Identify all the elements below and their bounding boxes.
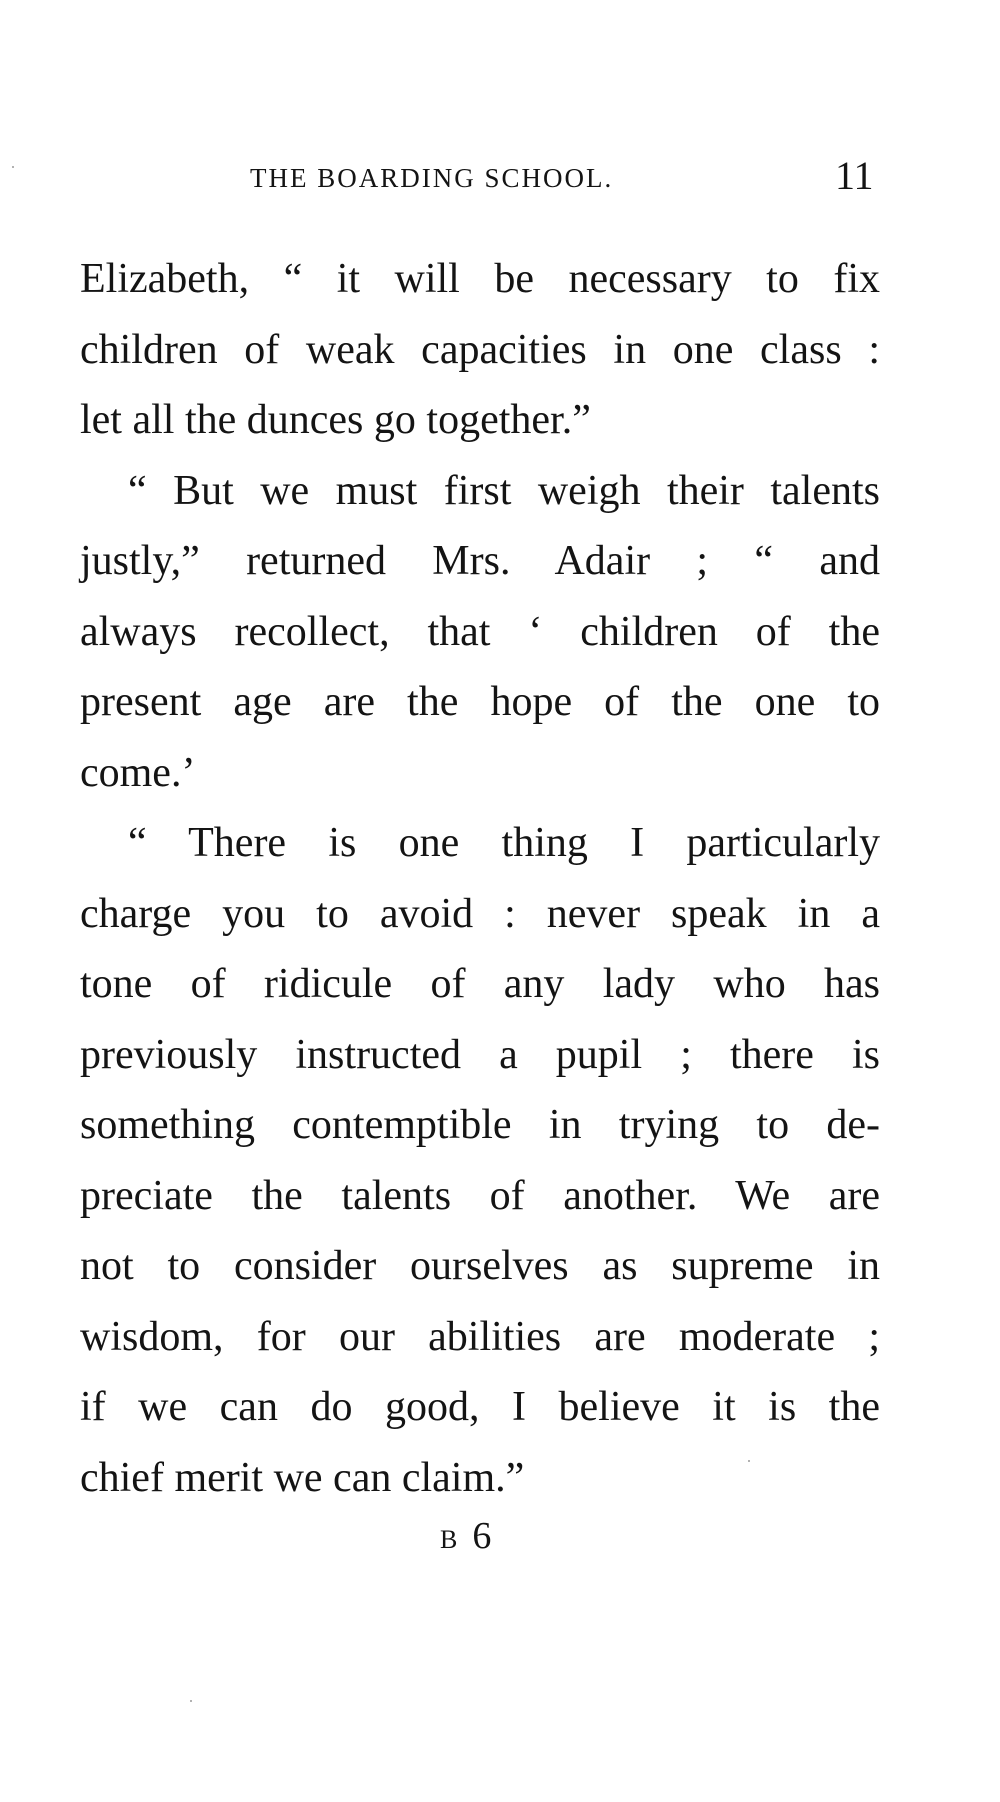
body-text — [80, 244, 880, 1513]
text-line: charge you to avoid : never speak in a — [80, 890, 880, 937]
paper-speck — [12, 166, 14, 168]
text-line: let all the dunces go together.” — [80, 397, 591, 443]
text-line: always recollect, that ‘ children of the — [80, 608, 880, 655]
text-line: tone of ridicule of any lady who has — [80, 961, 880, 1007]
text-line: Elizabeth, “ it will be necessary to fix — [80, 256, 880, 302]
text-line: previously instructed a pupil ; there is — [80, 1031, 880, 1078]
text-line: present age are the hope of the one to — [80, 679, 880, 725]
text-line: preciate the talents of another. We are — [80, 1172, 880, 1219]
text-line: not to consider ourselves as supreme in — [80, 1243, 880, 1289]
text-line: wisdom, for our abilities are moderate ; — [80, 1313, 880, 1360]
signature-letter: B — [440, 1525, 459, 1554]
text-line: justly,” returned Mrs. Adair ; “ and — [80, 538, 880, 584]
text-line: come.’ — [80, 749, 196, 796]
paragraph-first-line: “ There is one thing I particularly — [128, 820, 880, 866]
page-number: 11 — [835, 153, 874, 198]
paragraph-first-line: “ But we must first weigh their talents — [128, 467, 880, 514]
signature-number: 6 — [472, 1515, 492, 1557]
paper-speck — [190, 1700, 192, 1702]
text-line: children of weak capacities in one class : — [80, 326, 880, 373]
text-line: chief merit we can claim.” — [80, 1454, 525, 1501]
paper-speck — [748, 1460, 750, 1462]
signature-mark — [440, 1516, 491, 1560]
running-head-title: THE BOARDING SCHOOL. — [250, 163, 614, 193]
text-line: if we can do good, I believe it is the — [80, 1384, 880, 1430]
text-line: something contemptible in trying to de- — [80, 1102, 880, 1148]
